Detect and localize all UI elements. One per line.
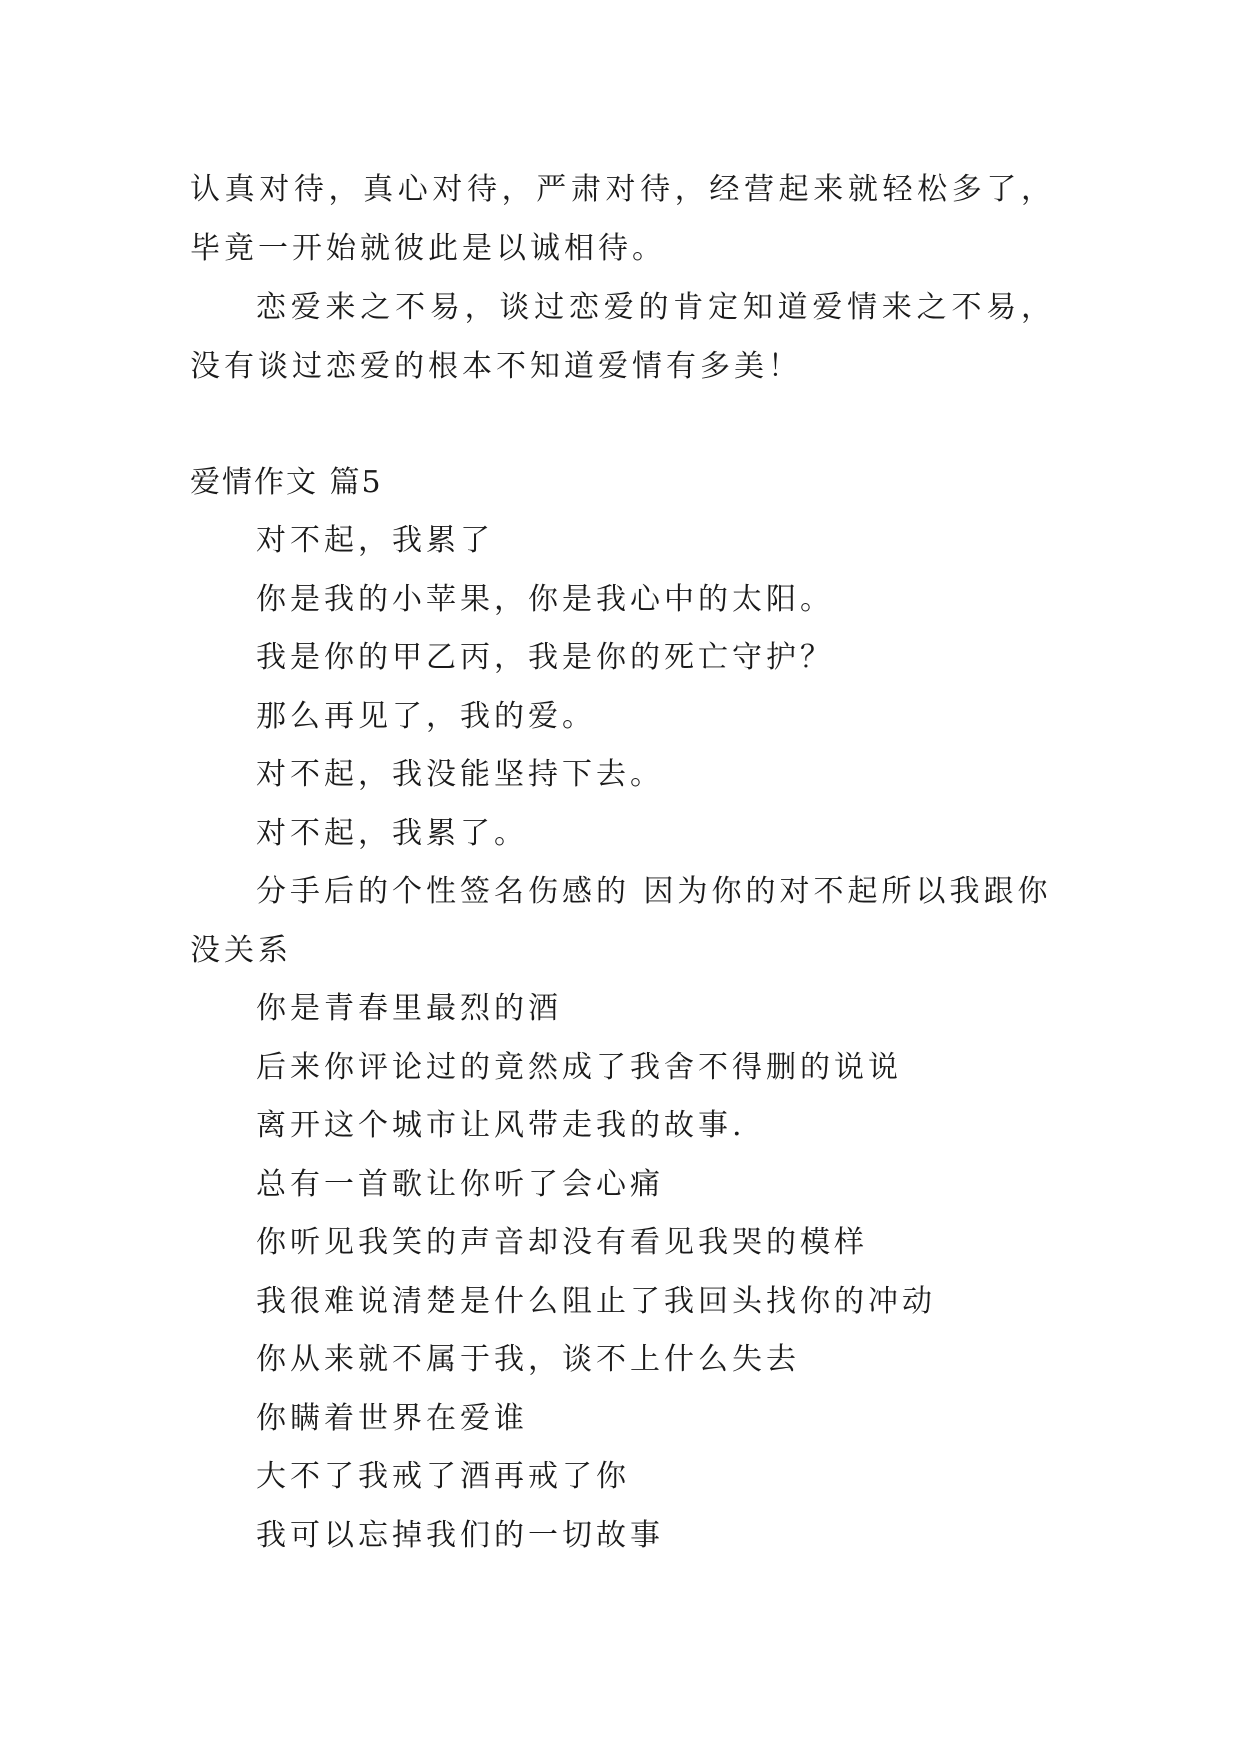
text-line: 离开这个城市让风带走我的故事.: [256, 1108, 746, 1143]
text-line: 对不起，我累了: [256, 523, 494, 558]
document-page: [190, 160, 1055, 1565]
section-title: 爱情作文 篇5: [190, 465, 383, 500]
text-line: 你听见我笑的声音却没有看见我哭的模样: [256, 1225, 868, 1260]
text-line: 分手后的个性签名伤感的 因为你的对不起所以我跟你没关系: [190, 874, 1052, 968]
text-line: 你瞒着世界在爱谁: [256, 1400, 528, 1436]
text-line: 我很难说清楚是什么阻止了我回头找你的冲动: [256, 1283, 936, 1319]
paragraph-love-not-easy: 恋爱来之不易，谈过恋爱的肯定知道爱情来之不易，没有谈过恋爱的根本不知道爱情有多美！: [190, 290, 1055, 384]
text-line: 你是青春里最烈的酒: [256, 991, 562, 1026]
text-line: 后来你评论过的竟然成了我舍不得删的说说: [256, 1049, 902, 1085]
text-line: 我可以忘掉我们的一切故事: [256, 1517, 664, 1553]
text-line: 那么再见了，我的爱。: [256, 698, 596, 734]
text-line: 对不起，我累了。: [256, 815, 528, 851]
text-line: 你从来就不属于我，谈不上什么失去: [256, 1342, 800, 1377]
text-line: 你是我的小苹果，你是我心中的太阳。: [256, 581, 834, 617]
text-line: 对不起，我没能坚持下去。: [256, 757, 664, 792]
text-line: 总有一首歌让你听了会心痛: [256, 1166, 664, 1202]
text-line: 我是你的甲乙丙，我是你的死亡守护？: [256, 640, 834, 675]
text-line: 大不了我戒了酒再戒了你: [256, 1459, 630, 1494]
paragraph-sincerity: 认真对待，真心对待，严肃对待，经营起来就轻松多了，毕竟一开始就彼此是以诚相待。: [190, 172, 1055, 266]
